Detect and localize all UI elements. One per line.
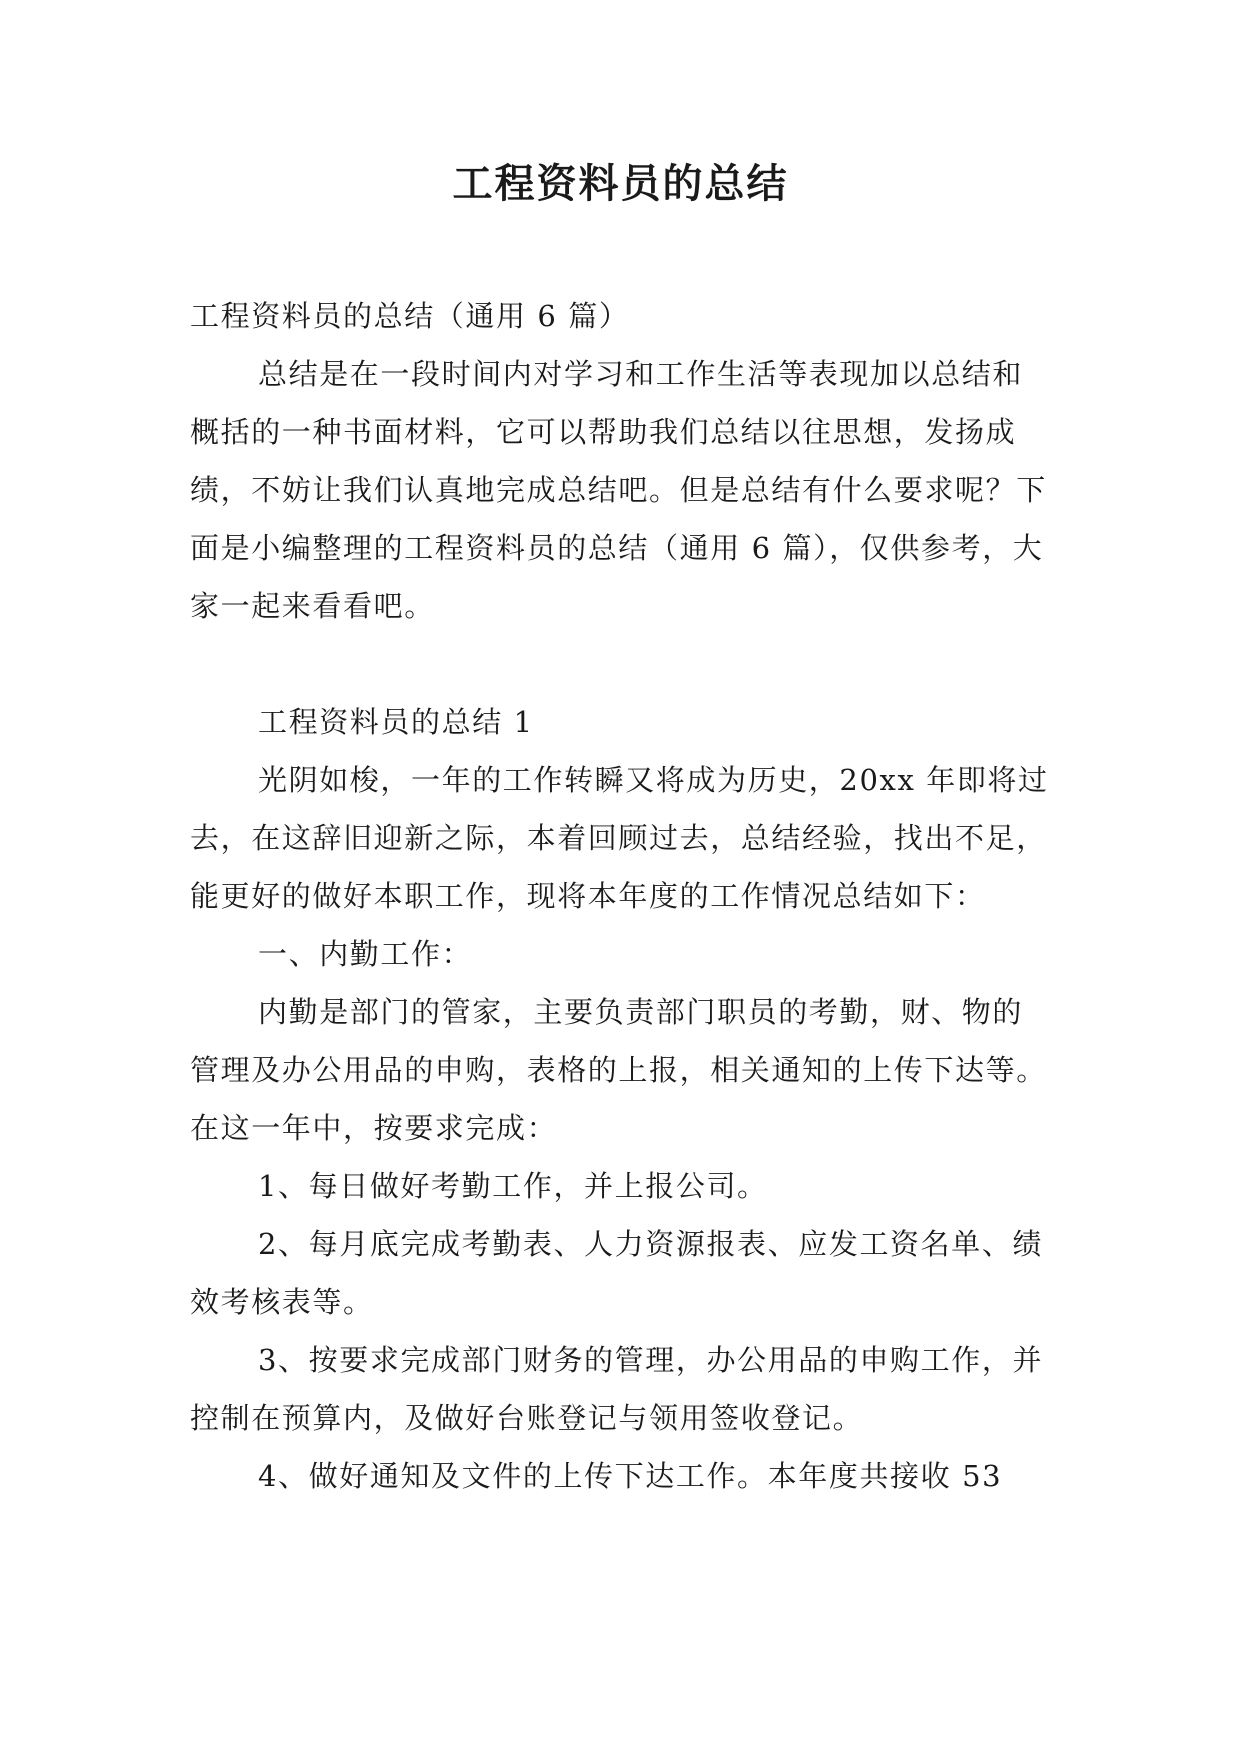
intro-paragraph: 总结是在一段时间内对学习和工作生活等表现加以总结和概括的一种书面材料，它可以帮助我们总结以往思想，发扬成绩，不妨让我们认真地完成总结吧。但是总结有什么要求呢？下面是小编整理的工程资料员的总结（通用 6 篇），仅供参考，大家一起来看看吧。 xyxy=(190,357,1047,623)
section-paragraph-2: 内勤是部门的管家，主要负责部门职员的考勤，财、物的管理及办公用品的申购，表格的上报，相关通知的上传下达等。在这一年中，按要求完成： xyxy=(190,995,1047,1145)
document-title: 工程资料员的总结 xyxy=(452,160,789,207)
item-heading: 一、内勤工作： xyxy=(258,937,473,971)
list-item: 4、做好通知及文件的上传下达工作。本年度共接收 53 xyxy=(258,1459,1003,1493)
section-heading: 工程资料员的总结 1 xyxy=(258,705,534,739)
list-item: 3、按要求完成部门财务的管理，办公用品的申购工作，并控制在预算内，及做好台账登记与领用签收登记。 xyxy=(190,1343,1044,1435)
list-item: 2、每月底完成考勤表、人力资源报表、应发工资名单、绩效考核表等。 xyxy=(190,1227,1044,1319)
section-paragraph-1: 光阴如梭，一年的工作转瞬又将成为历史，20xx 年即将过去，在这辞旧迎新之际，本着回顾过去，总结经验，找出不足，能更好的做好本职工作，现将本年度的工作情况总结如下： xyxy=(190,763,1049,913)
document-subtitle: 工程资料员的总结（通用 6 篇） xyxy=(190,299,630,333)
list-item: 1、每日做好考勤工作，并上报公司。 xyxy=(258,1169,768,1203)
document-body xyxy=(190,287,1052,1505)
